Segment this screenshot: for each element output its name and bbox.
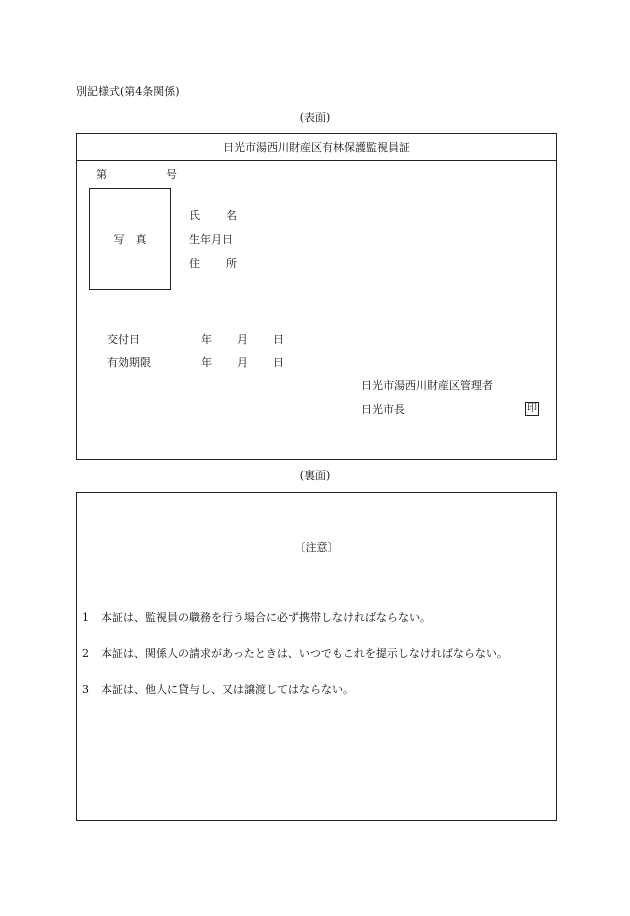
front-side-label: (表面): [299, 111, 331, 124]
back-side-label: (裏面): [299, 469, 331, 482]
address-label-a: 住: [189, 257, 200, 270]
photo-label: 写 真: [113, 233, 147, 246]
issue-date-year: 年: [201, 333, 212, 346]
expiry-day: 日: [273, 356, 284, 369]
notice-title: 〔注意〕: [294, 541, 339, 554]
note-text: 本証は、監視員の職務を行う場合に必ず携帯しなければならない。: [101, 611, 431, 624]
address-label-b: 所: [226, 257, 237, 270]
issue-date-day: 日: [273, 333, 284, 346]
expiry-label: 有効期限: [107, 356, 151, 369]
number-prefix: 第: [96, 168, 107, 181]
name-label-a: 氏: [189, 209, 200, 222]
note-text: 本証は、関係人の請求があったときは、いつでもこれを提示しなければならない。: [101, 647, 508, 660]
card-title: 日光市湯西川財産区有林保護監視員証: [223, 141, 410, 154]
issuer-org: 日光市湯西川財産区管理者: [361, 379, 493, 392]
birthdate-label: 生年月日: [189, 233, 233, 246]
form-label: 別記様式(第4条関係): [76, 85, 180, 98]
front-card: [76, 133, 557, 460]
expiry-year: 年: [201, 356, 212, 369]
name-label-b: 名: [226, 209, 237, 222]
expiry-month: 月: [237, 356, 248, 369]
seal-mark: 印: [527, 403, 537, 414]
issue-date-month: 月: [237, 333, 248, 346]
note-number: 1: [82, 611, 89, 624]
issuer-title: 日光市長: [361, 403, 405, 416]
front-title-divider: [76, 160, 557, 161]
note-number: 3: [82, 683, 89, 696]
note-number: 2: [82, 647, 89, 660]
number-suffix: 号: [166, 168, 177, 181]
issue-date-label: 交付日: [107, 333, 140, 346]
note-text: 本証は、他人に貸与し、又は譲渡してはならない。: [101, 683, 354, 696]
